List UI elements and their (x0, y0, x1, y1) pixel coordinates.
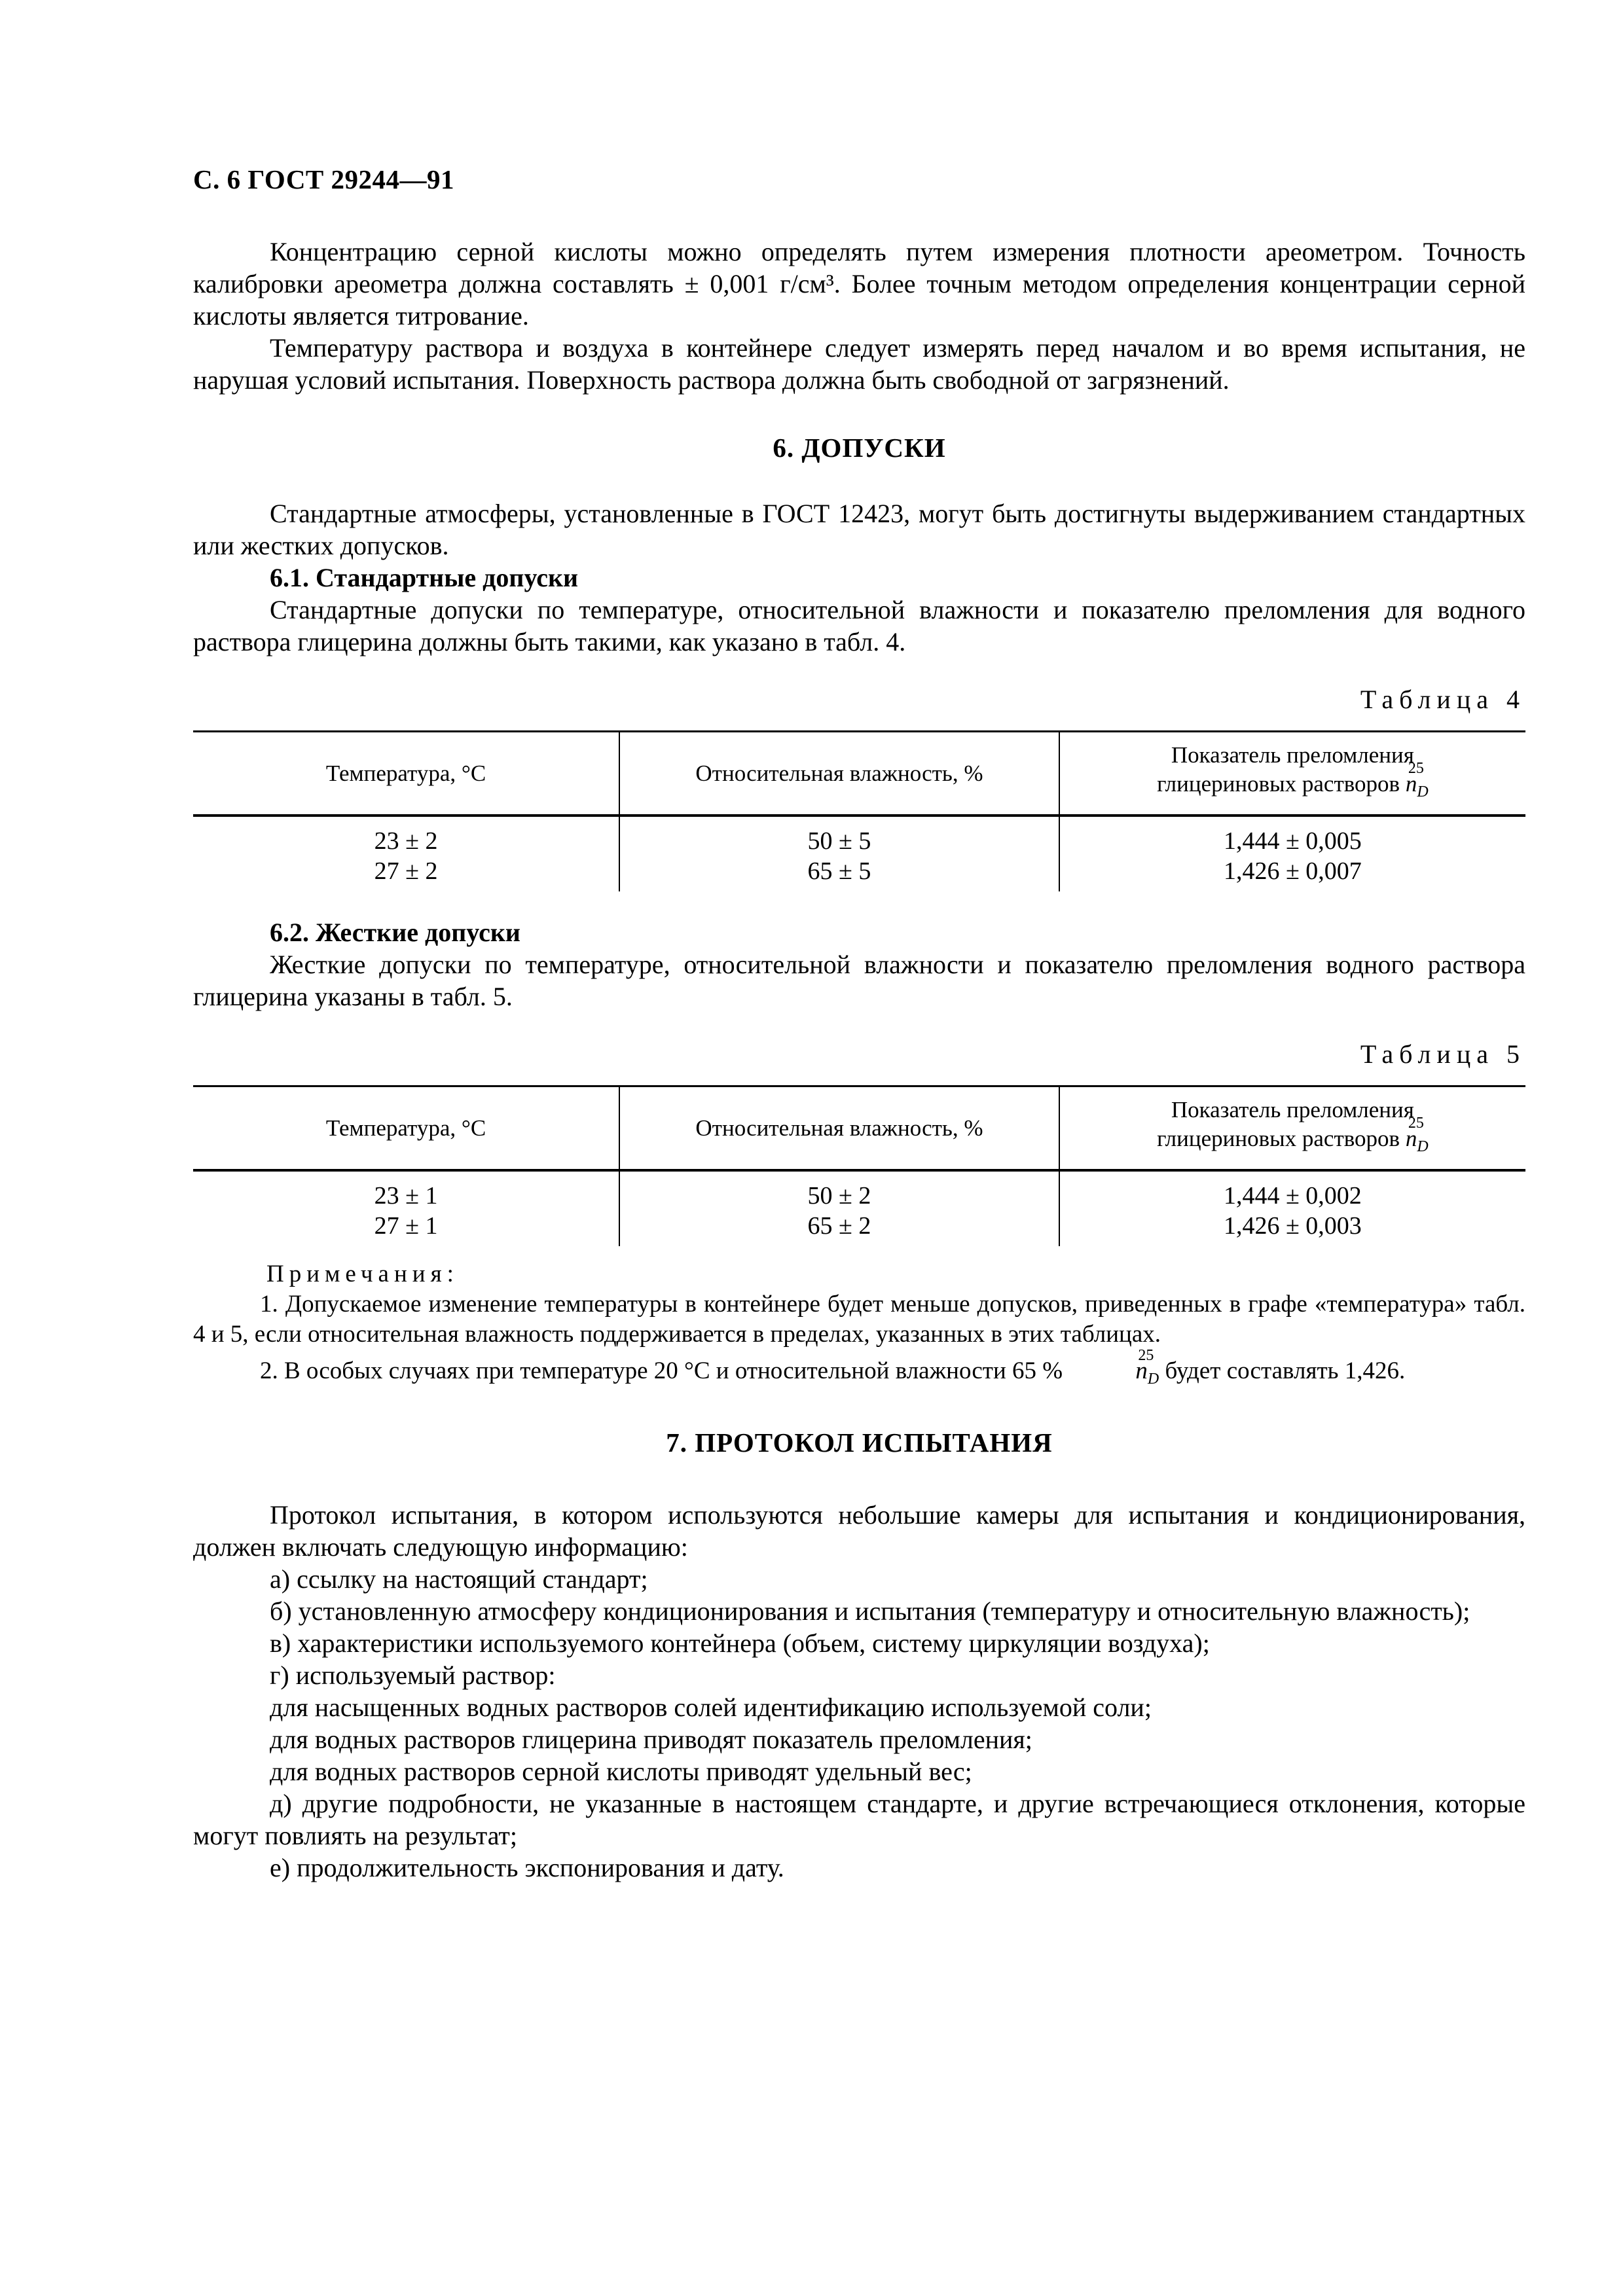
table-4-humidity-cell: 50 ± 5 65 ± 5 (619, 816, 1059, 891)
list-item: для насыщенных водных растворов солей идентификацию используемой соли; (270, 1693, 1152, 1722)
table-5-header-temp: Температура, °С (193, 1086, 619, 1171)
table-5-header-humidity: Относительная влажность, % (619, 1086, 1059, 1171)
refraction-header-line1: Показатель преломления (1171, 742, 1414, 768)
table-5-refraction-cell: 1,444 ± 0,002 1,426 ± 0,003 (1059, 1170, 1525, 1246)
page-header: С. 6 ГОСТ 29244—91 (193, 164, 455, 194)
list-item: б) установленную атмосферу кондиционирования и испытания (температуру и относительную влажность); (270, 1596, 1470, 1626)
table-5-caption: Таблица 5 (1360, 1039, 1525, 1069)
section-7-intro: Протокол испытания, в котором используются небольшие камеры для испытания и кондиционирования, должен включать следующую информацию: (193, 1500, 1525, 1562)
note-2: 2. В особых случаях при температуре 20 °С и относительной влажности 65 % n 25 $_D$ будет составлять 1,426. (193, 1356, 1525, 1394)
table-5 (193, 1085, 1525, 1246)
table-5-humidity-cell: 50 ± 2 65 ± 2 (619, 1170, 1059, 1246)
table-4-header-humidity: Относительная влажность, % (619, 732, 1059, 816)
table-4-temp-cell: 23 ± 2 27 ± 2 (374, 827, 438, 885)
document-page (193, 164, 1525, 1884)
section-7-list (193, 1563, 1525, 1884)
table-5-header-refraction (1059, 1086, 1525, 1171)
list-item: для водных растворов серной кислоты приводят удельный вес; (270, 1757, 972, 1786)
refraction-header-line1: Показатель преломления (1171, 1096, 1414, 1122)
list-item: д) другие подробности, не указанные в настоящем стандарте, и другие встречающиеся отклонения, которые могут повлиять на результат; (193, 1789, 1525, 1850)
table-4-caption: Таблица 4 (1360, 685, 1525, 714)
section-6-title: 6. ДОПУСКИ (773, 433, 946, 463)
refraction-symbol: n 25 $_D$ (1405, 759, 1429, 800)
list-item: е) продолжительность экспонирования и дату. (270, 1853, 784, 1882)
refraction-symbol: n 25 $_D$ (1405, 1114, 1429, 1155)
table-5-temp-cell: 23 ± 1 27 ± 1 (374, 1182, 438, 1240)
note-1: 1. Допускаемое изменение температуры в контейнере будет меньше допусков, приведенных в графе «температура» табл. 4 и 5, если относительная влажность поддерживается в пределах, указанных в этих таблицах. (193, 1291, 1525, 1348)
list-item: а) ссылку на настоящий стандарт; (270, 1564, 648, 1594)
table-4-header-temp: Температура, °С (193, 732, 619, 816)
refraction-header-line2: глицериновых растворов (1157, 1125, 1400, 1151)
list-item: г) используемый раствор: (270, 1660, 556, 1690)
paragraph-sulfuric-acid: Концентрацию серной кислоты можно определять путем измерения плотности ареометром. Точность калибровки ареометра должна составлять ± 0,001 г/см³. Более точным методом определения концентрации серной кислоты является титрование. (193, 237, 1525, 331)
subsection-6-2-title: 6.2. Жесткие допуски (270, 918, 520, 947)
section-7-title: 7. ПРОТОКОЛ ИСПЫТАНИЯ (666, 1427, 1053, 1458)
subsection-6-2-text: Жесткие допуски по температуре, относительной влажности и показателю преломления водного раствора глицерина указаны в табл. 5. (193, 950, 1525, 1011)
subsection-6-1-text: Стандартные допуски по температуре, относительной влажности и показателю преломления для водного раствора глицерина должны быть такими, как указано в табл. 4. (193, 595, 1525, 656)
list-item: для водных растворов глицерина приводят показатель преломления; (270, 1725, 1032, 1754)
refraction-header-line2: глицериновых растворов (1157, 770, 1400, 797)
table-4-refraction-cell: 1,444 ± 0,005 1,426 ± 0,007 (1059, 816, 1525, 891)
paragraph-temperature: Температуру раствора и воздуха в контейнере следует измерять перед началом и во время испытания, не нарушая условий испытания. Поверхность раствора должна быть свободной от загрязнений. (193, 333, 1525, 395)
section-6-intro: Стандартные атмосферы, установленные в ГОСТ 12423, могут быть достигнуты выдерживанием стандартных или жестких допусков. (193, 499, 1525, 560)
list-item: в) характеристики используемого контейнера (объем, систему циркуляции воздуха); (270, 1628, 1210, 1658)
table-row (193, 1170, 1525, 1246)
notes-title: Примечания: (266, 1261, 459, 1287)
refraction-symbol: n 25 $_D$ (1135, 1347, 1159, 1388)
table-row (193, 816, 1525, 891)
table-4-header-refraction (1059, 732, 1525, 816)
table-4 (193, 730, 1525, 891)
subsection-6-1-title: 6.1. Стандартные допуски (270, 563, 579, 592)
